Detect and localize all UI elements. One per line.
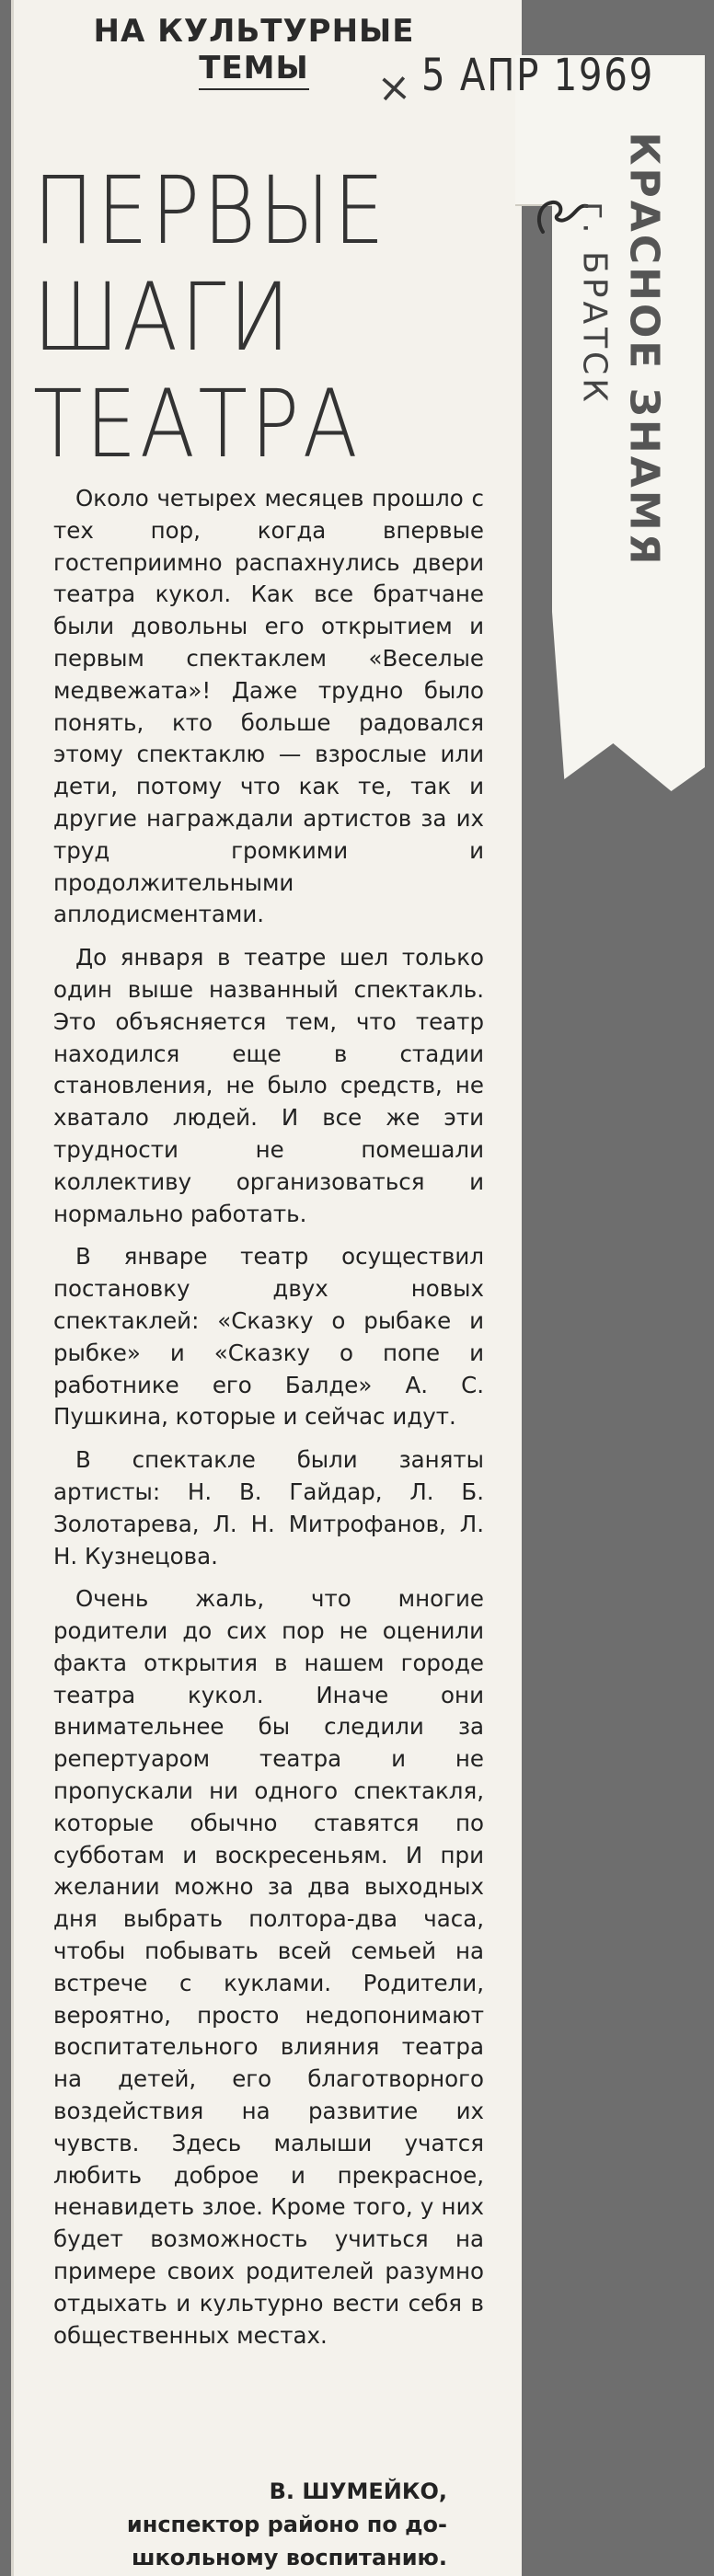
article-body [53, 483, 484, 2363]
rubric-line-1: НА КУЛЬТУРНЫЕ [93, 13, 415, 50]
author-name: В. ШУМЕЙКО, [269, 2478, 447, 2504]
headline-line-1: ПЕРВЫЕ [33, 156, 388, 266]
rubric-line-2: ТЕМЫ [199, 50, 308, 90]
paragraph-2: До января в театре шел только один выше названный спектакль. Это объясняется тем, что театр находился еще в стадии становления, не было средств, не хватало людей. И все же эти трудности не помешали коллективу организоваться и нормально работать. [53, 944, 484, 1227]
paragraph-1: Около четырех месяцев прошло с тех пор, когда впервые гостеприимно распахнулись двери театра кукол. Как все братчане были довольны его открытием и первым спектаклем «Веселые медвежата»! Даже трудно было понять, кто больше радовался этому спектаклю — взрослые или дети, потому что как те, так и другие награждали артистов за их труд громкими и продолжительными аплодисментами. [53, 485, 484, 928]
stamp-mark: × [375, 63, 413, 113]
paragraph-4: В спектакле были заняты артисты: Н. В. Гайдар, Л. Б. Золотарева, Л. Н. Митрофанов, Л. Н. Кузнецова. [53, 1446, 484, 1570]
article-headline [33, 158, 387, 478]
author-signature [37, 2475, 447, 2574]
headline-line-2: ШАГИ [33, 263, 294, 373]
paragraph-5: Очень жаль, что многие родители до сих пор не оценили факта открытия в нашем городе театра кукол. Иначе они внимательнее бы следили за репертуаром театра и не пропускали ни одного спектакля, которые обычно ставятся по субботам и воскресеньям. И при желании можно за два выходных дня выбрать полтора-два часа, чтобы побывать всей семьей на встрече с куклами. Родители, вероятно, просто недопонимают воспитательного влияния театра на детей, его благотворного воздействия на развитие их чувств. Здесь малыши учатся любить доброе и прекрасное, ненавидеть злое. Кроме того, у них будет возможность учиться на примере своих родителей разумно отдыхать и культурно вести себя в общественных местах. [53, 1585, 484, 2349]
date-stamp: 5 АПР 1969 [421, 50, 654, 101]
author-position-line-2: школьному воспитанию. [132, 2545, 447, 2570]
headline-line-3: ТЕАТРА [33, 370, 362, 479]
author-position-line-1: инспектор районо по до- [126, 2512, 447, 2537]
publication-city: г. БРАТСК [575, 201, 614, 406]
paragraph-3: В январе театр осуществил постановку двух новых спектаклей: «Сказку о рыбаке и рыбке» и «Сказку о попе и работнике его Балде» А. С. Пушкина, которые и сейчас идут. [53, 1243, 484, 1431]
publication-name: КРАСНОЕ ЗНАМЯ [620, 132, 668, 568]
